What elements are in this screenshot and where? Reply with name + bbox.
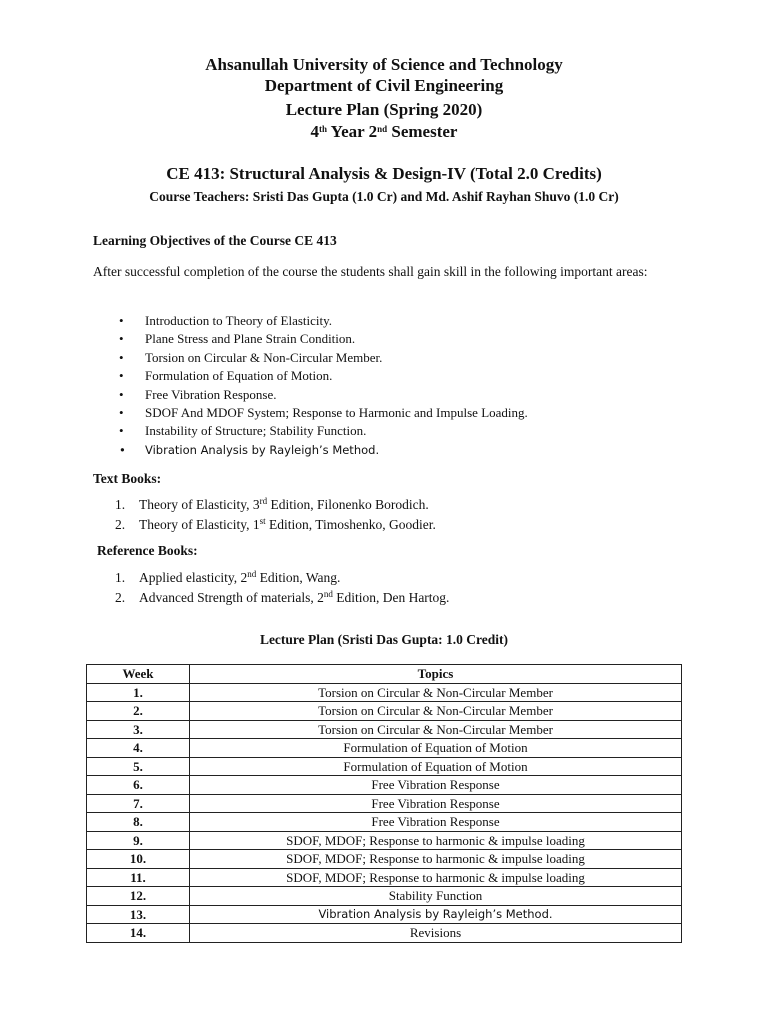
table-row bbox=[87, 924, 682, 943]
table-row bbox=[87, 683, 682, 702]
topic-cell: Torsion on Circular & Non-Circular Member bbox=[190, 720, 682, 739]
week-cell: 14. bbox=[87, 924, 190, 943]
table-row bbox=[87, 905, 682, 924]
topic-cell: Formulation of Equation of Motion bbox=[190, 739, 682, 758]
course-title: CE 413: Structural Analysis & Design-IV (Total 2.0 Credits) bbox=[166, 164, 602, 183]
objectives-heading: Learning Objectives of the Course CE 413 bbox=[93, 233, 337, 248]
topics-column-header: Topics bbox=[190, 665, 682, 684]
list-item: • Introduction to Theory of Elasticity. bbox=[93, 312, 528, 330]
table-row bbox=[87, 887, 682, 906]
week-cell: 8. bbox=[87, 813, 190, 832]
list-item: • Vibration Analysis by Rayleigh’s Method. bbox=[93, 441, 528, 459]
topic-cell: Torsion on Circular & Non-Circular Member bbox=[190, 702, 682, 721]
table-row bbox=[87, 776, 682, 795]
week-cell: 12. bbox=[87, 887, 190, 906]
week-cell: 10. bbox=[87, 850, 190, 869]
list-item: 2. Theory of Elasticity, 1st Edition, Timoshenko, Goodier. bbox=[115, 516, 436, 532]
week-cell: 7. bbox=[87, 794, 190, 813]
topic-cell: Vibration Analysis by Rayleigh’s Method. bbox=[190, 905, 682, 924]
topic-cell: Revisions bbox=[190, 924, 682, 943]
table-row bbox=[87, 720, 682, 739]
department-name: Department of Civil Engineering bbox=[264, 76, 504, 95]
table-row bbox=[87, 868, 682, 887]
list-item: 2. Advanced Strength of materials, 2nd Edition, Den Hartog. bbox=[115, 589, 450, 605]
semester-word: Semester bbox=[387, 122, 458, 141]
week-cell: 13. bbox=[87, 905, 190, 924]
text-books-list bbox=[115, 495, 436, 535]
list-item: • Instability of Structure; Stability Function. bbox=[93, 422, 528, 440]
week-cell: 5. bbox=[87, 757, 190, 776]
reference-books-heading: Reference Books: bbox=[97, 543, 198, 558]
table-row bbox=[87, 831, 682, 850]
list-item: • Torsion on Circular & Non-Circular Member. bbox=[93, 349, 528, 367]
list-item: • Formulation of Equation of Motion. bbox=[93, 367, 528, 385]
reference-books-list bbox=[115, 568, 449, 608]
year-number: 4 bbox=[310, 122, 320, 141]
list-item: 1. Applied elasticity, 2nd Edition, Wang. bbox=[115, 569, 341, 585]
week-cell: 11. bbox=[87, 868, 190, 887]
topic-cell: SDOF, MDOF; Response to harmonic & impulse loading bbox=[190, 850, 682, 869]
table-row bbox=[87, 739, 682, 758]
table-row bbox=[87, 757, 682, 776]
table-row bbox=[87, 813, 682, 832]
table-header-row bbox=[87, 665, 682, 684]
university-name: Ahsanullah University of Science and Technology bbox=[205, 55, 563, 74]
year-suffix: th bbox=[319, 124, 328, 134]
topic-cell: SDOF, MDOF; Response to harmonic & impulse loading bbox=[190, 831, 682, 850]
plan-title: Lecture Plan (Spring 2020) bbox=[285, 100, 483, 119]
week-cell: 1. bbox=[87, 683, 190, 702]
week-cell: 3. bbox=[87, 720, 190, 739]
list-item: • Plane Stress and Plane Strain Condition. bbox=[93, 330, 528, 348]
year-middle: Year 2 bbox=[327, 122, 378, 141]
list-item: • Free Vibration Response. bbox=[93, 386, 528, 404]
lecture-plan-title: Lecture Plan (Sristi Das Gupta: 1.0 Credit) bbox=[259, 632, 509, 647]
week-cell: 9. bbox=[87, 831, 190, 850]
course-teachers: Course Teachers: Sristi Das Gupta (1.0 Cr) and Md. Ashif Rayhan Shuvo (1.0 Cr) bbox=[149, 189, 619, 204]
topic-cell: Formulation of Equation of Motion bbox=[190, 757, 682, 776]
topic-cell: Free Vibration Response bbox=[190, 776, 682, 795]
semester-suffix: nd bbox=[377, 124, 388, 134]
topic-cell: SDOF, MDOF; Response to harmonic & impulse loading bbox=[190, 868, 682, 887]
table-row bbox=[87, 794, 682, 813]
topic-cell: Stability Function bbox=[190, 887, 682, 906]
week-cell: 2. bbox=[87, 702, 190, 721]
text-books-heading: Text Books: bbox=[93, 471, 162, 486]
week-cell: 6. bbox=[87, 776, 190, 795]
table-row bbox=[87, 850, 682, 869]
list-item: • SDOF And MDOF System; Response to Harmonic and Impulse Loading. bbox=[93, 404, 528, 422]
lecture-plan-table bbox=[86, 664, 682, 943]
week-column-header: Week bbox=[87, 665, 190, 684]
objectives-list bbox=[93, 312, 528, 459]
semester-line bbox=[0, 122, 768, 142]
topic-cell: Torsion on Circular & Non-Circular Member bbox=[190, 683, 682, 702]
table-row bbox=[87, 702, 682, 721]
topic-cell: Free Vibration Response bbox=[190, 794, 682, 813]
objectives-intro: After successful completion of the course the students shall gain skill in the following important areas: bbox=[93, 264, 648, 279]
week-cell: 4. bbox=[87, 739, 190, 758]
topic-cell: Free Vibration Response bbox=[190, 813, 682, 832]
list-item: 1. Theory of Elasticity, 3rd Edition, Filonenko Borodich. bbox=[115, 496, 429, 512]
